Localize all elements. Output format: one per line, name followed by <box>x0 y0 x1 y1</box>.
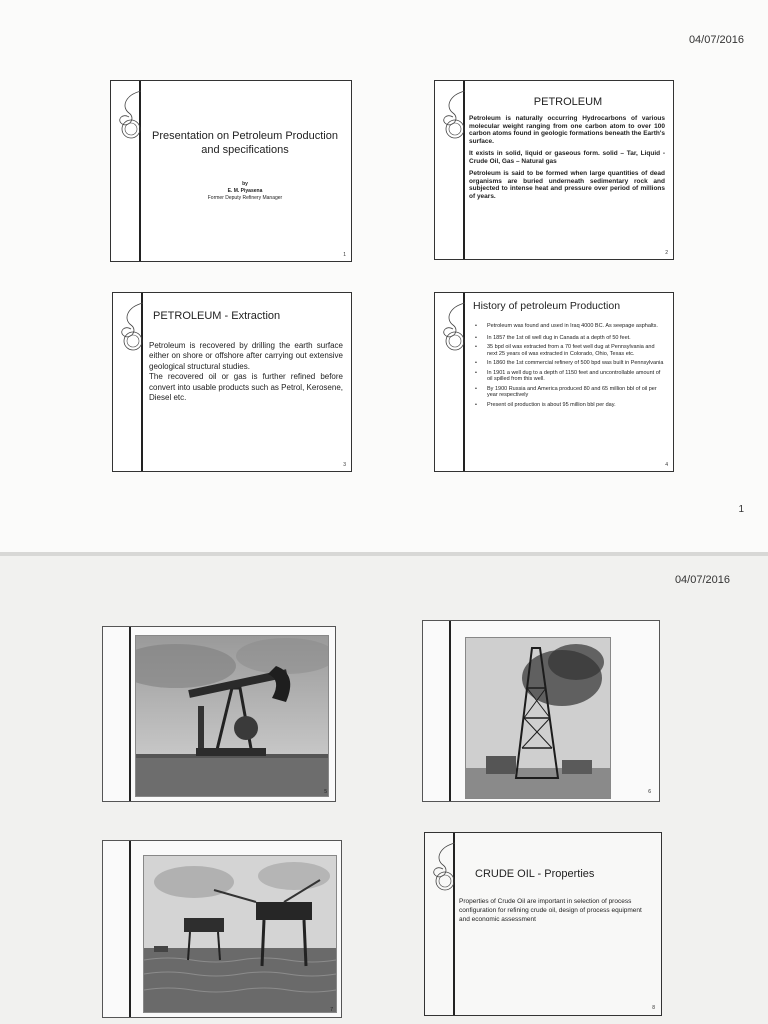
paragraph: The recovered oil or gas is further refined before convert into usable products such as Petrol, Kerosene, Diesel etc. <box>149 372 343 403</box>
history-list <box>475 323 665 411</box>
paragraph: It exists in solid, liquid or gaseous form. solid – Tar, Liquid - Crude Oil, Gas – Natural gas <box>469 150 665 165</box>
list-item: • By 1900 Russia and America produced 80 and 65 million bbl of oil per year respectively <box>475 386 665 399</box>
decorative-swirl-icon <box>117 89 143 149</box>
list-item: • Present oil production is about 95 million bbl per day. <box>475 402 665 409</box>
paragraph: Petroleum is said to be formed when large quantities of dead organisms are buried underneath sedimentary rock and subjected to intense heat and pressure over period of millions of years. <box>469 170 665 200</box>
slide-title: Presentation on Petroleum Production and specifications <box>152 130 338 156</box>
slide-title: PETROLEUM - Extraction <box>153 310 281 322</box>
list-item: • Petroleum was found and used in Iraq 4000 BC. As seepage asphalts. <box>475 323 665 330</box>
slide-number: 7 <box>330 1007 333 1013</box>
list-item: • In 1860 the 1st commercial refinery of 500 bpd was built in Pennsylvania <box>475 360 665 367</box>
slide-7-offshore <box>102 840 342 1018</box>
decorative-swirl-icon <box>431 841 457 901</box>
page-date: 04/07/2016 <box>674 574 730 586</box>
paragraph: Petroleum is naturally occurring Hydrocarbons of various molecular weight ranging from one carbon atom to over 100 carbon atoms found in geologic formations beneath the Earth's surface. <box>469 115 665 145</box>
page-date: 04/07/2016 <box>688 34 744 46</box>
slide-number: 3 <box>343 462 346 468</box>
slide-title: History of petroleum Production <box>473 300 621 312</box>
list-item: • In 1857 the 1st oil well dug in Canada at a depth of 50 feet. <box>475 335 665 342</box>
decorative-swirl-icon <box>441 301 467 361</box>
slide-8-crude-oil <box>424 832 662 1016</box>
author-name: E. M. Piyasena <box>227 188 263 194</box>
decorative-swirl-icon <box>441 89 467 149</box>
handout-page-2 <box>0 556 768 1024</box>
slide-body <box>149 341 343 403</box>
slide-6-derrick <box>422 620 660 802</box>
slide-3-extraction <box>112 292 352 472</box>
decorative-swirl-icon <box>119 301 145 361</box>
slide-number: 5 <box>324 789 327 795</box>
slide-title: CRUDE OIL - Properties <box>475 868 595 880</box>
slide-title: PETROLEUM <box>533 96 603 108</box>
slide-4-history <box>434 292 674 472</box>
list-item: • In 1901 a well dug to a depth of 1150 feet and uncontrollable amount of oil spilled from this well. <box>475 370 665 383</box>
offshore-platform-photo <box>143 855 337 1013</box>
list-item: • 35 bpd oil was extracted from a 70 feet well dug at Pennsylvania and next 25 years oil was extracted in Colorado, Ohio, Texas etc. <box>475 344 665 357</box>
paragraph: Petroleum is recovered by drilling the earth surface either on shore or offshore after carrying out extensive geological structural studies. <box>149 341 343 371</box>
slide-number: 4 <box>665 462 668 468</box>
page-number: 1 <box>738 504 744 515</box>
author-role: Former Deputy Refinery Manager <box>207 195 283 201</box>
slide-number: 2 <box>665 250 668 256</box>
oil-derrick-photo <box>465 637 611 799</box>
slide-1-title <box>110 80 352 262</box>
paragraph: Properties of Crude Oil are important in selection of process configuration for refining crude oil, design of process equipment and economic assessment <box>459 898 642 923</box>
slide-number: 1 <box>343 252 346 258</box>
slide-2-petroleum <box>434 80 674 260</box>
by-label: by <box>242 181 248 187</box>
slide-number: 6 <box>648 789 651 795</box>
pumpjack-photo <box>135 635 329 797</box>
slide-number: 8 <box>652 1005 655 1011</box>
slide-body <box>469 115 665 205</box>
slide-5-pumpjack <box>102 626 336 802</box>
